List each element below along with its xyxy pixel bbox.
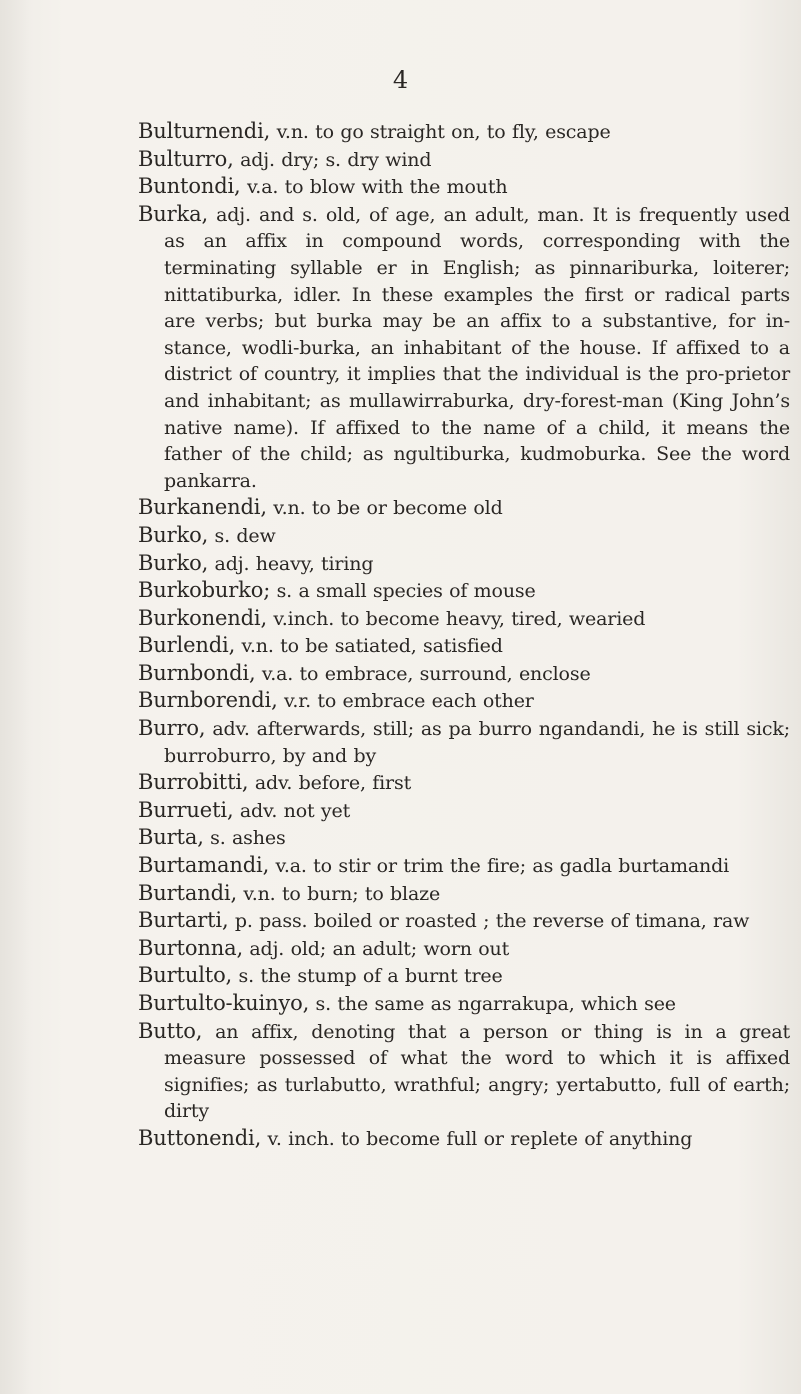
entry-definition: v.r. to embrace each other xyxy=(284,690,534,713)
dictionary-entry xyxy=(138,494,790,522)
entry-headword: Burtulto-kuinyo, xyxy=(138,991,310,1015)
page-number: 4 xyxy=(392,66,409,94)
dictionary-entry xyxy=(138,715,790,769)
entry-definition: adj. heavy, tiring xyxy=(214,552,374,575)
entry-definition: v.n. to burn; to blaze xyxy=(243,882,441,905)
dictionary-entry xyxy=(138,824,790,852)
entry-definition: v.n. to be or become old xyxy=(273,497,503,520)
entry-definition: adj. dry; s. dry wind xyxy=(240,148,432,171)
entry-headword: Burrobitti, xyxy=(138,770,249,795)
entry-definition: s. dew xyxy=(214,524,276,547)
entry-headword: Burkanendi, xyxy=(138,495,267,520)
entry-headword: Buntondi, xyxy=(138,174,241,199)
entry-headword: Burko, xyxy=(138,550,209,575)
entry-definition: an affix, denoting that a person or thing is in a great measure possessed of what the word to which it is affixed signifies; as turlabutto, wrathful; angry; yertabutto, full of earth; dirty xyxy=(164,1020,790,1123)
entry-definition: v.n. to go straight on, to fly, escape xyxy=(276,121,611,143)
dictionary-entry xyxy=(138,605,790,633)
entry-headword: Burrueti, xyxy=(138,797,234,822)
dictionary-entry xyxy=(138,880,790,908)
dictionary-entry xyxy=(138,769,790,797)
entry-headword: Burka, xyxy=(138,201,209,226)
entry-definition: s. a small species of mouse xyxy=(276,580,536,603)
entry-headword: Burtamandi, xyxy=(138,853,270,878)
entry-headword: Butto, xyxy=(138,1018,203,1043)
dictionary-entry xyxy=(138,201,790,495)
dictionary-entry xyxy=(138,550,790,578)
entry-headword: Burnbondi, xyxy=(138,660,256,685)
entry-headword: Burkoburko; xyxy=(138,578,271,603)
dictionary-entry xyxy=(138,1125,790,1153)
dictionary-entry xyxy=(138,962,790,990)
entry-definition: v.inch. to become heavy, tired, wearied xyxy=(273,607,646,630)
entry-definition: adj. and s. old, of age, an adult, man. It is frequently used as an affix in compound words, corresponding with the terminating syllable er in English; as pinnariburka, loiterer; nittatiburka, idler. In these examples the first or radical parts are verbs; but burka may be an affix to a substantive, for in-stance, wodli-burka, an inhabitant of the house. If affixed to a district of country, it implies that the individual is the pro-prietor and inhabitant; as mullawirraburka, dry-forest-man (King John’s native name). If affixed to the name of a child, it means the father of the child; as ngultiburka, kudmoburka. See the word pankarra. xyxy=(164,203,791,492)
dictionary-entries xyxy=(138,118,790,1153)
entry-definition: v.a. to blow with the mouth xyxy=(246,176,508,199)
entry-headword: Burtulto, xyxy=(138,963,233,988)
entry-definition: adj. old; an adult; worn out xyxy=(249,937,510,960)
dictionary-entry xyxy=(138,146,790,174)
entry-headword: Burnborendi, xyxy=(138,688,278,713)
entry-headword: Bulturro, xyxy=(138,146,234,171)
entry-headword: Burko, xyxy=(138,522,209,547)
entry-definition: v. inch. to become full or replete of anything xyxy=(267,1127,693,1150)
entry-headword: Burta, xyxy=(138,825,204,850)
page-edge-shadow xyxy=(0,0,30,1394)
dictionary-entry xyxy=(138,935,790,963)
entry-definition: s. the stump of a burnt tree xyxy=(238,965,503,988)
entry-definition: v.n. to be satiated, satisfied xyxy=(241,635,503,658)
dictionary-entry xyxy=(138,907,790,935)
entry-headword: Burtarti, xyxy=(138,908,229,933)
dictionary-entry xyxy=(138,660,790,688)
entry-definition: adv. before, first xyxy=(254,772,412,795)
dictionary-entry xyxy=(138,632,790,660)
dictionary-entry xyxy=(138,1018,790,1125)
entry-definition: s. ashes xyxy=(210,827,286,850)
dictionary-entry xyxy=(138,118,790,146)
entry-headword: Burtandi, xyxy=(138,880,237,905)
entry-definition: v.a. to embrace, surround, enclose xyxy=(261,662,591,685)
entry-definition: adv. afterwards, still; as pa burro ngandandi, he is still sick; burroburro, by and by xyxy=(164,718,791,767)
dictionary-entry xyxy=(138,173,790,201)
entry-headword: Burlendi, xyxy=(138,633,236,658)
entry-definition: v.a. to stir or trim the fire; as gadla burtamandi xyxy=(275,855,730,878)
dictionary-entry xyxy=(138,522,790,550)
entry-headword: Burro, xyxy=(138,716,206,741)
dictionary-entry xyxy=(138,797,790,825)
dictionary-entry xyxy=(138,852,790,880)
entry-definition: p. pass. boiled or roasted ; the reverse of timana, raw xyxy=(234,910,750,933)
entry-headword: Buttonendi, xyxy=(138,1125,262,1150)
dictionary-entry xyxy=(138,577,790,605)
entry-definition: adv. not yet xyxy=(239,799,351,822)
entry-headword: Bulturnendi, xyxy=(138,119,271,143)
dictionary-entry xyxy=(138,990,790,1018)
entry-headword: Burtonna, xyxy=(138,935,243,960)
entry-definition: s. the same as ngarrakupa, which see xyxy=(315,993,676,1015)
dictionary-entry xyxy=(138,687,790,715)
entry-headword: Burkonendi, xyxy=(138,605,268,630)
